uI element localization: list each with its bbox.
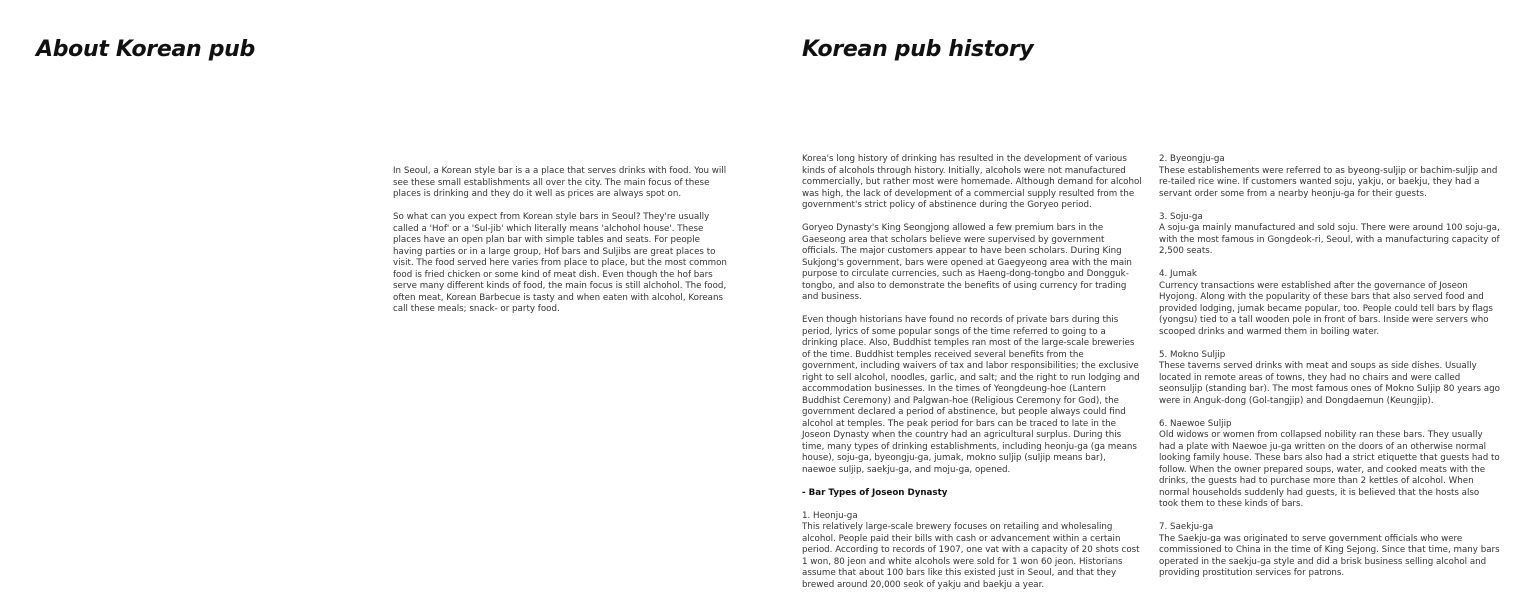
history-paragraph: Even though historians have found no records of private bars during this period, lyrics of some popular songs of the time referred to going to a drinking place. Also, Buddhist temples ran most of the large-scale breweries of the time. Buddhist temples received several benefits from the government, including waivers of tax and labor responsibilities; the exclusive right to sell alcohol, noodles, garlic, and salt; and the right to run lodging and accommodation businesses. In the times of Yeongdeung-hoe (Lantern Buddhist Ceremony) and Palgwan-hoe (Religious Ceremony for God), the government declared a period of abstinence, but people always could find alcohol at temples. The peak period for bars can be traced to late in the Joseon Dynasty when the country had an agricultural surplus. During this time, many types of drinking establishments, including heonju-ga (ga means house), soju-ga, byeongju-ga, jumak, mokno suljip (suljip means bar), naewoe suljip, saekju-ga, and moju-ga, opened.	[802, 315, 1140, 475]
history-paragraph: Korea's long history of drinking has resulted in the development of various kinds of alcohols through history. Initially, alcohols were not manufactured commercially, but rather most were homemade. Although demand for alcohol was high, the lack of development of a commercial supply resulted from the government's strict policy of abstinence during the Goryeo period.	[802, 154, 1142, 210]
bar-type-title: 6. Naewoe Suljip	[1159, 418, 1232, 429]
about-paragraph: In Seoul, a Korean style bar is a a place that serves drinks with food. You will see these small establishments all over the city. The main focus of these places is drinking and they do it well as prices are always spot on.	[393, 166, 727, 199]
bar-type-description: The Saekju-ga was originated to serve government officials who were commissioned to China in the time of King Sejong. Since that time, many bars operated in the saekju-ga style and did a brisk business selling alcohol and providing prostitution services for patrons.	[1159, 533, 1500, 578]
bar-type-entry	[802, 511, 1142, 592]
bar-type-entry	[1159, 350, 1501, 408]
bar-type-title: 1. Heonju-ga	[802, 510, 858, 521]
bar-type-entry	[1159, 269, 1501, 338]
bar-type-description: These taverns served drinks with meat and soups as side dishes. Usually located in remote areas of towns, they had no chairs and were called seonsuljip (standing bar). The most famous ones of Mokno Suljip 80 years ago were in Anguk-dong (Gol-tangjip) and Dongdaemun (Keungjip).	[1159, 361, 1500, 406]
page-title-korean-pub-history: Korean pub history	[802, 37, 1034, 62]
history-text-column-2	[1159, 154, 1501, 591]
bar-type-entry	[1159, 154, 1501, 200]
history-text-column-1	[802, 154, 1142, 603]
bar-type-description: These establishements were referred to as byeong-suljip or bachim-suljip and re-tailed rice wine. If customers wanted soju, yakju, or baekju, they had a servant order some from a nearby heonju-ga for their guests.	[1159, 165, 1498, 199]
section-subheading: - Bar Types of Joseon Dynasty	[802, 487, 948, 498]
bar-type-title: 7. Saekju-ga	[1159, 522, 1214, 532]
bar-type-title: 4. Jumak	[1159, 269, 1197, 279]
bar-type-entry	[1159, 419, 1501, 511]
bar-type-title: 3. Soju-ga	[1159, 211, 1203, 222]
page-title-about-korean-pub: About Korean pub	[36, 37, 255, 62]
bar-type-description: A soju-ga mainly manufactured and sold soju. There were around 100 soju-ga, with the most famous in Gongdeok-ri, Seoul, with a manufacturing capacity of 2,500 seats.	[1159, 223, 1500, 256]
bar-type-description: This relatively large-scale brewery focuses on retailing and wholesaling alcohol. People paid their bills with cash or advancement within a certain period. According to records of 1907, one vat with a capacity of 20 shots cost 1 won, 80 jeon and white alcohols were sold for 1 won 60 jeon. Historians assume that about 100 bars like this existed just in Seoul, and that they brewed around 20,000 seok of yakju and baekju a year.	[802, 522, 1140, 590]
about-text-column	[393, 166, 730, 327]
history-paragraph: Goryeo Dynasty's King Seongjong allowed a few premium bars in the Gaeseong area that scholars believe were supervised by government officials. The major customers appear to have been scholars. During King Sukjong's government, bars were opened at Gaegyeong area with the main purpose to circulate currencies, such as Haeng-dong-tongbo and Dongguk-tongbo, and also to demonstrate the benefits of using currency for trading and business.	[802, 223, 1132, 302]
bar-type-description: Currency transactions were established after the governance of Joseon Hyojong. Along with the popularity of these bars that also served food and provided lodging, jumak became popular, too. People could tell bars by flags (yongsu) tied to a tall wooden pole in front of bars. Inside were servers who scooped drinks and warmed them in boiling water.	[1159, 280, 1493, 337]
about-paragraph: So what can you expect from Korean style bars in Seoul? They're usually called a 'Hof' or a 'Sul-jib' which literally means 'alchohol house'. These places have an open plan bar with simple tables and seats. For people having parties or in a large group, Hof bars and Suljibs are great places to visit. The food served here varies from place to place, but the most common food is fried chicken or some kind of meat dish. Even though the hof bars serve many different kinds of food, the main focus is still alchohol. The food, often meat, Korean Barbecue is tasty and when eaten with alcohol, Koreans call these meals; snack- or party food.	[393, 212, 727, 314]
bar-type-title: 2. Byeongju-ga	[1159, 154, 1225, 164]
bar-type-description: Old widows or women from collapsed nobility ran these bars. They usually had a plate with Naewoe ju-ga written on the doors of an otherwise normal looking family house. These bars also had a strict etiquette that guests had to follow. When the owner prepared soups, water, and cooked meats with the drinks, the guests had to purchase more than 2 kettles of alcohol. When normal households suddenly had guests, it is believed that the hosts also took them to these kinds of bars.	[1159, 430, 1500, 509]
bar-type-entry	[1159, 522, 1501, 580]
bar-type-entry	[1159, 212, 1501, 258]
bar-type-title: 5. Mokno Suljip	[1159, 349, 1226, 360]
